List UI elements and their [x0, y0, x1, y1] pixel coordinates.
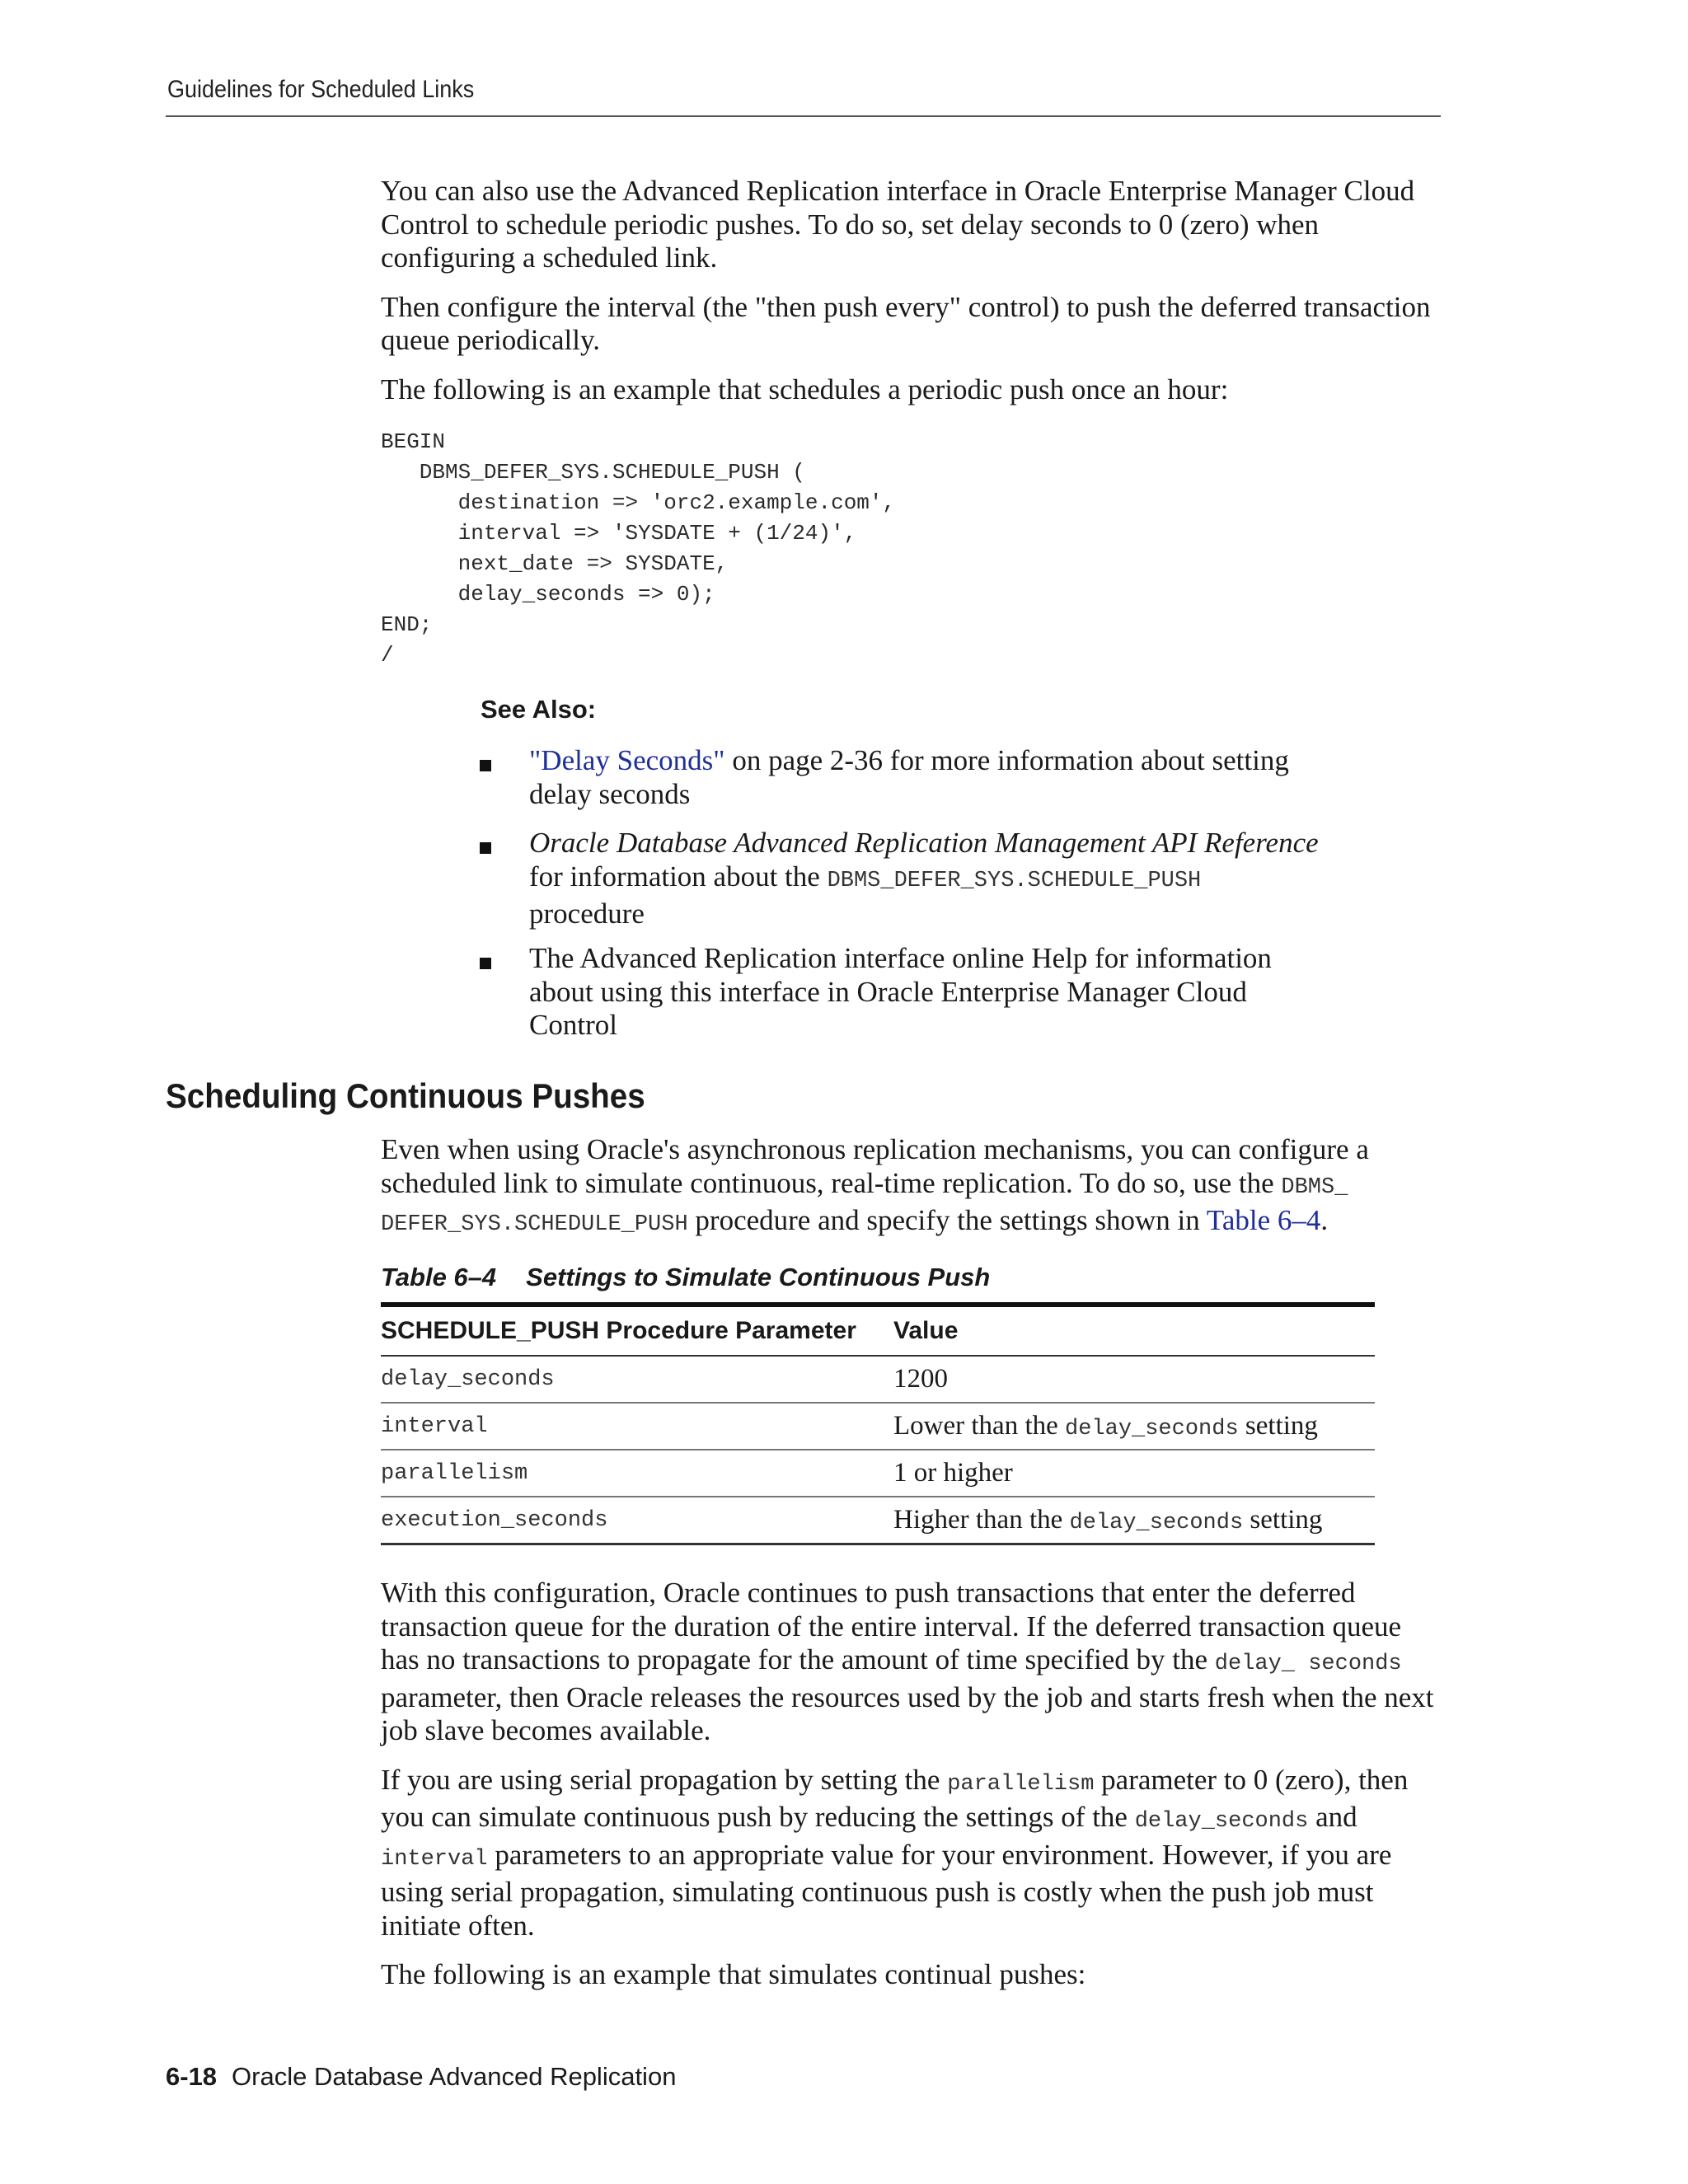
section-p1-text: Even when using Oracle's asynchronous replication mechanisms, you can configure a scheduled link to simulate continuous, real-time replication. To do so, use the	[381, 1133, 1369, 1199]
after-paragraph-1	[381, 1577, 1444, 1748]
see-also-item-3: The Advanced Replication interface online Help for information about using this interface in Oracle Enterprise Manager Cloud Control	[529, 942, 1272, 1041]
table-row	[381, 1356, 1375, 1403]
table-caption	[381, 1263, 990, 1292]
value-text: setting	[1243, 1505, 1323, 1535]
after-p2-a: If you are using serial propagation by setting the	[381, 1763, 948, 1796]
bullet-icon	[480, 842, 491, 854]
section-intro	[381, 1133, 1444, 1242]
column-header-value: Value	[893, 1305, 1375, 1356]
value-text: setting	[1238, 1411, 1318, 1441]
column-header-parameter: SCHEDULE_PUSH Procedure Parameter	[381, 1305, 893, 1356]
api-reference-title: Oracle Database Advanced Replication Management API Reference	[529, 827, 1319, 859]
after-p1-text: With this configuration, Oracle continues to push transactions that enter the deferred transaction queue for the duration of the entire interval. If the deferred transaction queue has no transactions to propagate for the amount of time specified by the	[381, 1577, 1402, 1675]
value-code: delay_seconds	[1069, 1511, 1244, 1535]
after-p2-d: parameters to an appropriate value for your environment. However, if you are using serial propagation, simulating continuous push is costly when the push job must initiate often.	[381, 1838, 1392, 1942]
delay-seconds-link[interactable]: "Delay Seconds"	[529, 744, 725, 776]
bullet-icon	[480, 760, 491, 771]
table-6-4-link[interactable]: Table 6–4	[1206, 1204, 1321, 1236]
section-p1-mid: procedure and specify the settings shown in	[687, 1204, 1207, 1236]
param-cell: parallelism	[381, 1450, 893, 1497]
intro-paragraph-2: Then configure the interval (the "then push every" control) to push the deferred transaction queue periodically.	[381, 290, 1431, 356]
after-p2-code-2: delay_seconds	[1134, 1809, 1309, 1834]
table-row	[381, 1450, 1375, 1497]
section-heading: Scheduling Continuous Pushes	[166, 1076, 645, 1115]
page-footer	[166, 2062, 676, 2092]
intro-paragraph-3: The following is an example that schedules a periodic push once an hour:	[381, 373, 1229, 405]
param-cell: interval	[381, 1403, 893, 1450]
table-row	[381, 1497, 1375, 1544]
see-also-title: See Also:	[481, 695, 597, 724]
value-text: Lower than the	[893, 1411, 1066, 1441]
after-paragraph-2	[381, 1764, 1444, 1943]
param-cell: delay_seconds	[381, 1356, 893, 1403]
param-cell: execution_seconds	[381, 1497, 893, 1544]
see-also-item-1-text: on page 2-36 for more information about setting delay seconds	[529, 744, 1289, 810]
table-row	[381, 1403, 1375, 1450]
after-p1-code: delay_ seconds	[1214, 1652, 1402, 1676]
value-cell	[893, 1497, 1375, 1544]
see-also-item-2-post: procedure	[529, 898, 645, 930]
code-example: BEGIN DBMS_DEFER_SYS.SCHEDULE_PUSH ( destination => 'orc2.example.com', interval => 'SYSDATE + (1/24)', next_date => SYSDATE, delay_seconds => 0); END; /	[381, 429, 896, 668]
value-code: delay_seconds	[1065, 1417, 1239, 1441]
see-also-item-2	[529, 827, 1320, 931]
see-also-item-2-pre: for information about the	[529, 860, 828, 893]
intro-paragraph-1: You can also use the Advanced Replication interface in Oracle Enterprise Manager Cloud Control to schedule periodic pushes. To do so, set delay seconds to 0 (zero) when configuring a scheduled link.	[381, 175, 1415, 274]
after-table-section	[381, 1577, 1444, 1992]
after-p2-c: and	[1308, 1801, 1357, 1833]
bullet-icon	[480, 958, 491, 969]
table-header-row	[381, 1305, 1375, 1356]
after-p2-code-1: parallelism	[947, 1771, 1095, 1797]
intro-section	[381, 175, 1444, 406]
section-p1-code: DBMS_ DEFER_SYS.SCHEDULE_PUSH	[381, 1174, 1348, 1237]
value-cell	[893, 1403, 1375, 1450]
value-cell: 1200	[893, 1356, 1375, 1403]
section-p1-end: .	[1320, 1204, 1329, 1236]
value-text: Higher than the	[893, 1505, 1070, 1535]
running-head: Guidelines for Scheduled Links	[167, 76, 475, 103]
header-rule	[166, 115, 1441, 117]
page-number: 6-18	[166, 2062, 218, 2091]
section-paragraph-1	[381, 1133, 1444, 1242]
schedule-push-code: DBMS_DEFER_SYS.SCHEDULE_PUSH	[827, 868, 1202, 893]
table-caption-title: Settings to Simulate Continuous Push	[526, 1263, 991, 1291]
table-caption-number: Table 6–4	[381, 1263, 497, 1291]
book-title: Oracle Database Advanced Replication	[232, 2062, 677, 2091]
see-also-item-1	[529, 744, 1320, 811]
after-p2-b: parameter to 0 (zero), then you can simulate continuous push by reducing the settings of the	[381, 1763, 1409, 1833]
after-p1-post: parameter, then Oracle releases the resources used by the job and starts fresh when the next job slave becomes available.	[381, 1680, 1434, 1746]
after-p2-code-3: interval	[381, 1846, 488, 1872]
after-paragraph-3: The following is an example that simulates continual pushes:	[381, 1958, 1086, 1990]
settings-table	[381, 1302, 1375, 1545]
value-cell: 1 or higher	[893, 1450, 1375, 1497]
